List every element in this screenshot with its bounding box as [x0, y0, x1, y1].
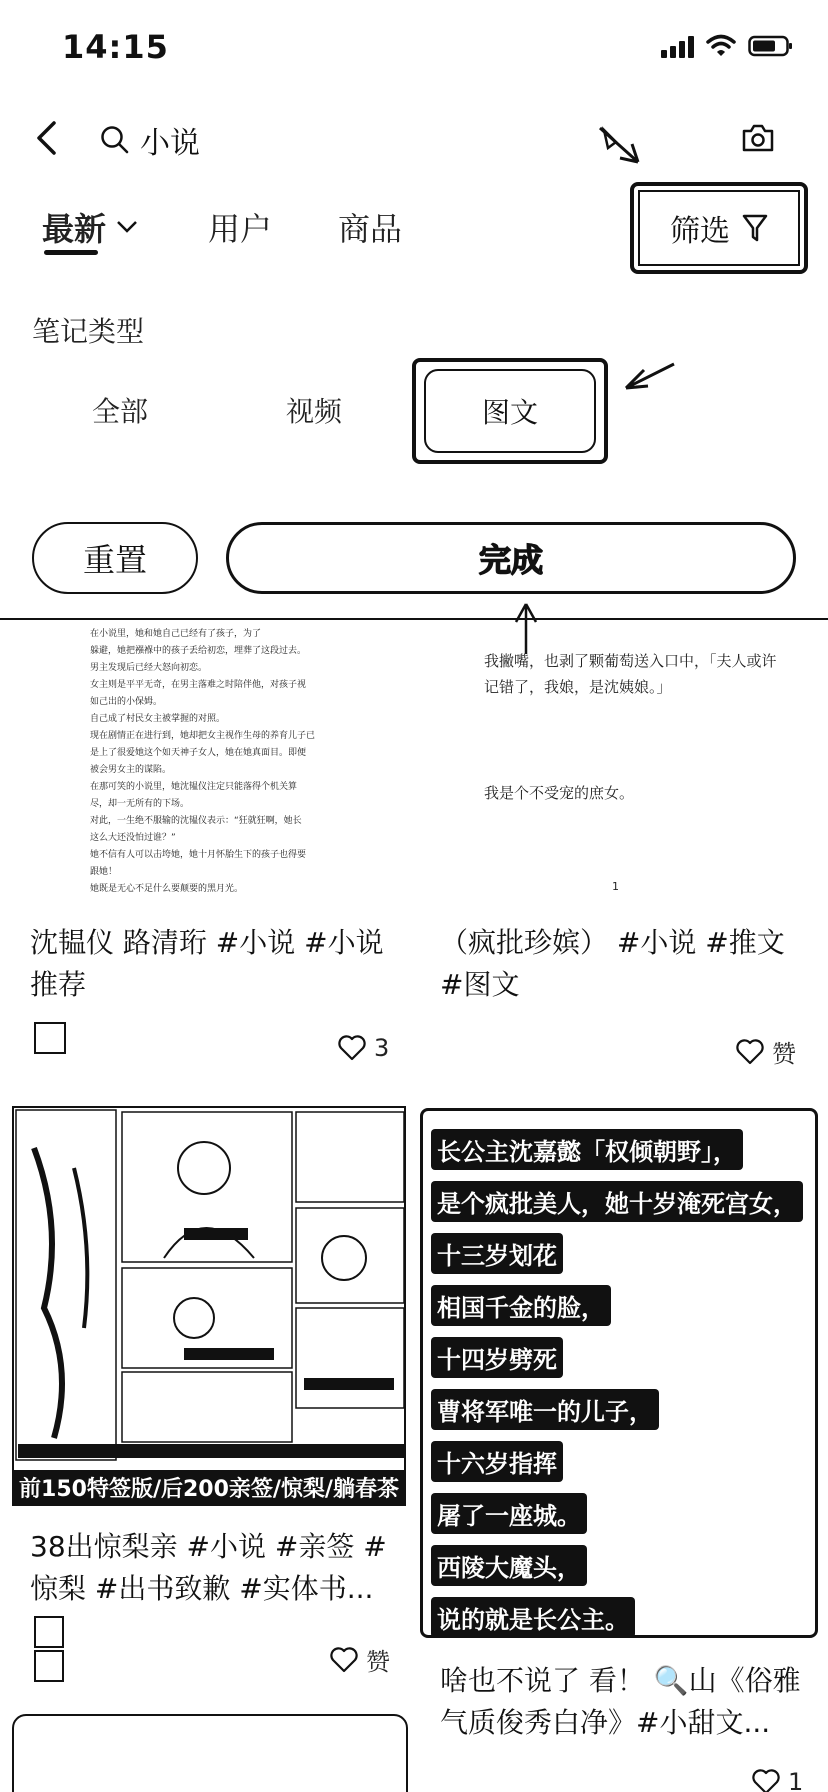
illustration-collage	[14, 1108, 406, 1474]
chevron-down-icon	[116, 220, 138, 234]
cover-1-line: 在小说里，她和她自己已经有了孩子，为了	[90, 629, 262, 639]
cursor-arrow-icon	[622, 360, 676, 392]
like-count-3: 赞	[366, 1648, 390, 1676]
note-title-3[interactable]: 38出惊梨亲 #小说 #亲签 #惊梨 #出书致歉 #实体书...	[30, 1530, 387, 1605]
tab-users[interactable]: 用户	[208, 210, 273, 248]
note-type-video[interactable]: 视频	[286, 395, 343, 428]
camera-search-button[interactable]	[736, 116, 780, 160]
done-button[interactable]: 完成	[226, 522, 796, 594]
cover-1-line: 跟她！	[90, 867, 118, 877]
checkbox-icon	[34, 1022, 66, 1054]
cover-2-line-2: 我是个不受宠的庶女。	[484, 784, 635, 802]
cover-1-line: 男主发现后已经大怒向初恋。	[90, 663, 208, 673]
status-icons	[661, 34, 794, 58]
like-button-3[interactable]	[330, 1642, 390, 1677]
like-count-1: 3	[374, 1034, 390, 1062]
note-title-2[interactable]: （疯批珍嫔） #小说 #推文 #图文	[440, 926, 785, 1001]
funnel-icon	[742, 213, 768, 243]
note-title-4[interactable]: 啥也不说了 看！ 🔍山《俗雅气质俊秀白净》#小甜文...	[440, 1664, 801, 1739]
like-button-4[interactable]	[752, 1768, 803, 1792]
like-count-2: 赞	[772, 1040, 796, 1068]
note-type-label: 笔记类型	[32, 315, 145, 348]
cover-1-line: 自己成了村民女主被掌握的对照。	[90, 714, 226, 724]
panel-divider	[0, 618, 828, 620]
cover-1-line: 在那可笑的小说里，她沈韫仪注定只能落得个机关算	[90, 782, 298, 792]
chevron-left-icon	[34, 120, 58, 156]
note-title-1[interactable]: 沈韫仪 路清珩 #小说 #小说推荐	[30, 926, 384, 1001]
heart-icon	[752, 1769, 780, 1792]
like-button-1[interactable]	[338, 1034, 389, 1062]
tab-active-indicator	[44, 250, 98, 255]
note-type-image-text-label: 图文	[424, 369, 596, 453]
poem-line-9: 西陵大魔头，	[431, 1545, 587, 1586]
poem-line-2: 是个疯批美人，她十岁淹死宫女，	[431, 1181, 803, 1222]
back-button[interactable]	[26, 118, 66, 158]
cover-1-line: 现在剧情正在进行到，她却把女主视作生母的养育儿子已	[90, 731, 316, 741]
heart-icon	[330, 1647, 358, 1673]
cover-1-line: 她不信有人可以击垮她，她十月怀胎生下的孩子也得要	[90, 850, 307, 860]
note-cover-1[interactable]	[90, 626, 326, 898]
like-count-4: 1	[788, 1768, 804, 1792]
camera-icon	[741, 123, 775, 153]
search-query[interactable]: 小说	[140, 126, 200, 161]
poem-line-1: 长公主沈嘉懿「权倾朝野」，	[431, 1129, 743, 1170]
poem-line-8: 屠了一座城。	[431, 1493, 587, 1534]
poem-line-4: 相国千金的脸，	[431, 1285, 611, 1326]
note-cover-3[interactable]	[12, 1106, 406, 1506]
cover-1-line: 对此，一生绝不服输的沈韫仪表示：“狂就狂啊，她长	[90, 816, 302, 826]
tab-goods[interactable]: 商品	[338, 210, 403, 248]
battery-icon	[748, 34, 794, 58]
poem-line-10: 说的就是长公主。	[431, 1597, 635, 1638]
cover-1-line: 被会男女主的谋陷。	[90, 765, 172, 775]
signal-icon	[661, 34, 694, 58]
cover-1-line: 女主则是平平无奇，在男主落难之时陪伴他，对孩子视	[90, 680, 307, 690]
poem-line-7: 十六岁指挥	[431, 1441, 563, 1482]
note-cover-2[interactable]	[476, 626, 806, 898]
reset-button[interactable]: 重置	[32, 522, 198, 594]
poem-line-6: 曹将军唯一的儿子，	[431, 1389, 659, 1430]
cover-1-line: 躲避，她把襁褓中的孩子丢给初恋，埋葬了这段过去。	[90, 646, 307, 656]
status-time: 14:15	[62, 28, 169, 66]
filter-label: 筛选	[670, 214, 730, 249]
note-cover-4[interactable]	[420, 1108, 818, 1638]
wifi-icon	[706, 34, 736, 58]
search-icon	[100, 125, 130, 155]
cover-2-line-1: 我撇嘴，也剥了颗葡萄送入口中，「夫人或许记错了，我娘，是沈姨娘。」	[484, 652, 777, 696]
tab-latest-label: 最新	[42, 210, 107, 248]
cover-1-line: 如己出的小保姆。	[90, 697, 163, 707]
poem-line-3: 十三岁划花	[431, 1233, 563, 1274]
cursor-arrow-icon	[598, 124, 646, 168]
cover-1-line: 尽，却一无所有的下场。	[90, 799, 190, 809]
filter-button[interactable]	[630, 182, 808, 274]
like-button-2[interactable]	[736, 1034, 796, 1069]
search-bar[interactable]	[100, 118, 200, 162]
cover-1-line: 是上了很爱她这个如天神子女人，她在她真面目。即便	[90, 748, 307, 758]
cover-1-line: 她既是无心不足什么要颠要的黑月光。	[90, 884, 244, 894]
cover-2-page-number: 1	[612, 880, 619, 893]
note-type-all[interactable]: 全部	[92, 395, 149, 428]
note-type-image-text[interactable]	[412, 358, 608, 464]
heart-icon	[338, 1035, 366, 1061]
cover-3-banner: 前150特签版/后200亲签/惊梨/躺春茶	[14, 1470, 404, 1504]
note-cover-5[interactable]	[12, 1714, 408, 1792]
poem-line-5: 十四岁劈死	[431, 1337, 563, 1378]
heart-icon	[736, 1039, 764, 1065]
cover-1-line: 这么大还没怕过谁？”	[90, 833, 176, 843]
multi-image-icon	[34, 1616, 64, 1686]
tab-latest[interactable]	[42, 204, 138, 250]
